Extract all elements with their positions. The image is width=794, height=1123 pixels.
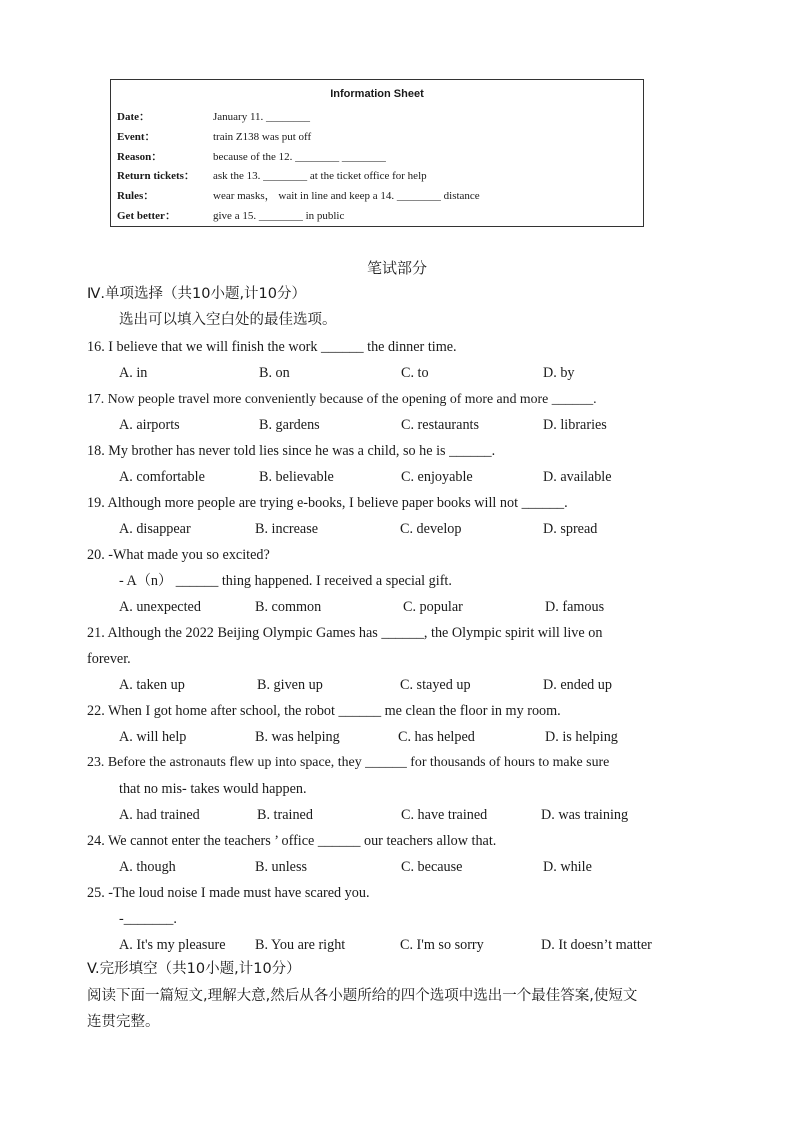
- question-23-option-a: A. had trained: [119, 807, 200, 823]
- question-18-stem: 18. My brother has never told lies since he was a child, so he is ______.: [87, 443, 496, 459]
- question-20-line2: - A（n） ______ thing happened. I received a special gift.: [119, 573, 452, 589]
- question-25-option-a: A. It's my pleasure: [119, 937, 226, 953]
- question-19-option-b: B. increase: [255, 521, 319, 537]
- question-24-option-c: C. because: [401, 859, 463, 875]
- question-17-option-b: B. gardens: [259, 417, 320, 433]
- question-22-option-b: B. was helping: [255, 729, 340, 745]
- question-16-option-a: A. in: [119, 365, 148, 381]
- question-23-option-d: D. was training: [541, 807, 629, 823]
- question-21-line2: forever.: [87, 651, 131, 667]
- question-20-option-a: A. unexpected: [119, 599, 201, 615]
- question-17-option-a: A. airports: [119, 417, 180, 433]
- info-row-event: Event： train Z138 was put off: [117, 131, 312, 143]
- info-row-date: Date： January 11. ________: [117, 111, 311, 123]
- question-21-option-d: D. ended up: [543, 677, 612, 693]
- question-22-option-d: D. is helping: [545, 729, 618, 745]
- question-16-option-c: C. to: [401, 365, 429, 381]
- question-25-line2: -_______.: [119, 911, 177, 927]
- section5-instruction-line1: 阅读下面一篇短文,理解大意,然后从各小题所给的四个选项中选出一个最佳答案,使短文: [87, 988, 638, 1004]
- question-18-option-a: A. comfortable: [119, 469, 205, 485]
- question-20-option-d: D. famous: [545, 599, 605, 615]
- question-19-option-c: C. develop: [400, 521, 462, 537]
- question-24-stem: 24. We cannot enter the teachers ’ office ______ our teachers allow that.: [87, 833, 497, 849]
- question-24-option-a: A. though: [119, 859, 176, 875]
- info-row-rules: Rules： wear masks， wait in line and keep a 14. ________ distance: [117, 190, 480, 202]
- question-18-option-b: B. believable: [259, 469, 334, 485]
- question-24-option-b: B. unless: [255, 859, 308, 875]
- question-23-option-b: B. trained: [257, 807, 313, 823]
- section5-heading: V.完形填空（共10小题,计10分）: [87, 961, 301, 977]
- section4-heading: Ⅳ.单项选择（共10小题,计10分）: [87, 286, 306, 302]
- section5-instruction-line2: 连贯完整。: [87, 1014, 160, 1030]
- question-20-option-b: B. common: [255, 599, 322, 615]
- question-16-option-b: B. on: [259, 365, 290, 381]
- question-17-option-c: C. restaurants: [401, 417, 480, 433]
- question-24-option-d: D. while: [543, 859, 592, 875]
- question-22-stem: 22. When I got home after school, the robot ______ me clean the floor in my room.: [87, 703, 561, 719]
- question-19-option-a: A. disappear: [119, 521, 191, 537]
- question-23-line2: that no mis- takes would happen.: [119, 781, 307, 797]
- info-row-get-better: Get better： give a 15. ________ in public: [117, 210, 345, 222]
- question-25-option-b: B. You are right: [255, 937, 346, 953]
- question-16-stem: 16. I believe that we will finish the work ______ the dinner time.: [87, 339, 457, 355]
- info-sheet-title: Information Sheet: [330, 88, 424, 100]
- question-19-option-d: D. spread: [543, 521, 598, 537]
- question-21-option-a: A. taken up: [119, 677, 185, 693]
- question-23-stem: 23. Before the astronauts flew up into space, they ______ for thousands of hours to make sure: [87, 755, 610, 770]
- question-25-option-d: D. It doesn’t matter: [541, 937, 652, 953]
- question-21-option-b: B. given up: [257, 677, 323, 693]
- question-16-option-d: D. by: [543, 365, 575, 381]
- question-17-stem: 17. Now people travel more conveniently because of the opening of more and more ______.: [87, 391, 597, 406]
- question-19-stem: 19. Although more people are trying e-books, I believe paper books will not ______.: [87, 495, 568, 511]
- information-sheet: [110, 79, 644, 227]
- question-17-option-d: D. libraries: [543, 417, 607, 433]
- question-20-option-c: C. popular: [403, 599, 463, 615]
- question-20-stem: 20. -What made you so excited?: [87, 547, 270, 563]
- question-18-option-d: D. available: [543, 469, 612, 485]
- question-21-option-c: C. stayed up: [400, 677, 471, 693]
- question-25-stem: 25. -The loud noise I made must have scared you.: [87, 885, 370, 901]
- question-18-option-c: C. enjoyable: [401, 469, 473, 485]
- question-22-option-a: A. will help: [119, 729, 187, 745]
- question-25-option-c: C. I'm so sorry: [400, 937, 484, 953]
- question-21-stem: 21. Although the 2022 Beijing Olympic Games has ______, the Olympic spirit will live on: [87, 625, 603, 641]
- question-22-option-c: C. has helped: [398, 729, 475, 745]
- info-row-reason: Reason： because of the 12. ________ ________: [117, 151, 386, 163]
- question-23-option-c: C. have trained: [401, 807, 488, 823]
- info-row-return-tickets: Return tickets： ask the 13. ________ at the ticket office for help: [117, 170, 427, 182]
- written-part-title: 笔试部分: [366, 259, 427, 277]
- section4-instruction: 选出可以填入空白处的最佳选项。: [119, 312, 337, 328]
